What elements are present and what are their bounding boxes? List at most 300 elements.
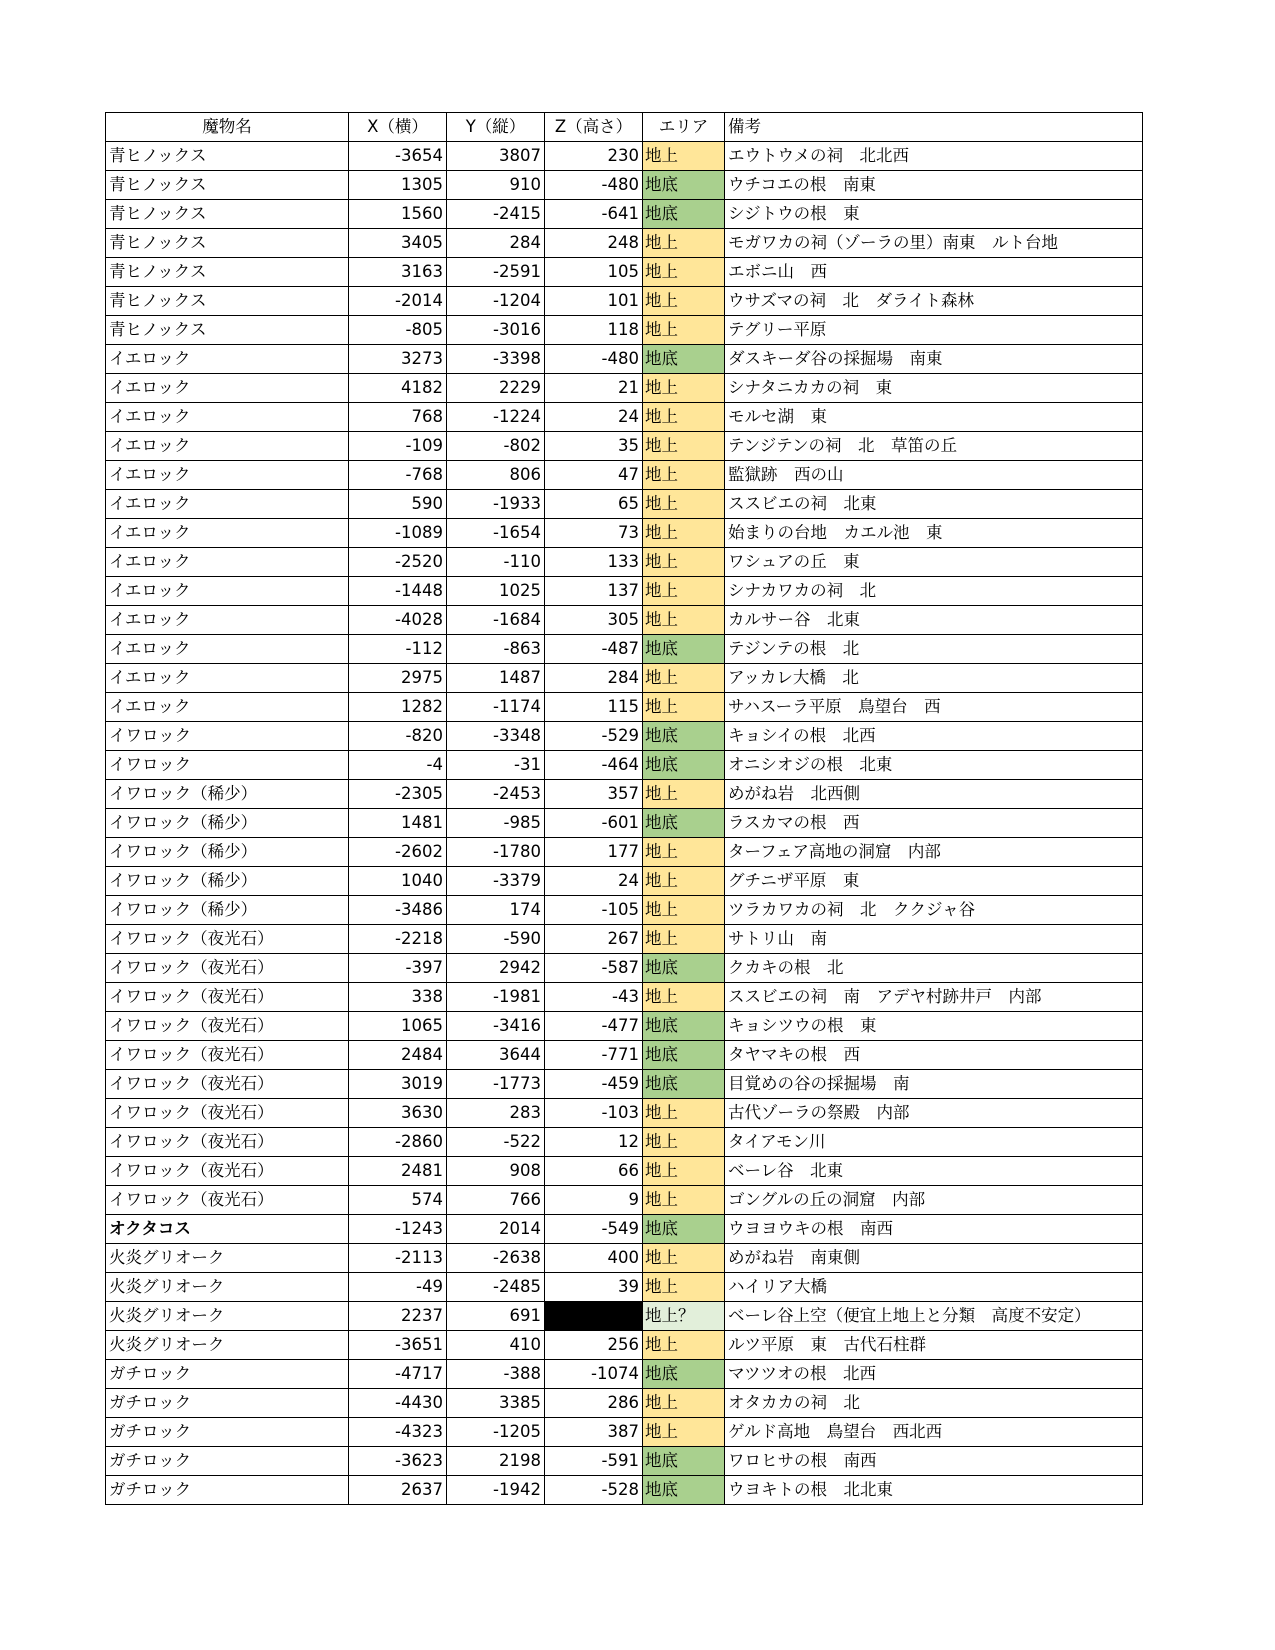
y-coordinate-cell: -1773 (447, 1070, 545, 1099)
note-cell: 目覚めの谷の採掘場 南 (725, 1070, 1143, 1099)
y-coordinate-cell: 410 (447, 1331, 545, 1360)
table-row (106, 1099, 1143, 1128)
x-coordinate-cell: -820 (349, 722, 447, 751)
area-cell: 地上 (643, 664, 725, 693)
z-coordinate-cell: 248 (545, 229, 643, 258)
area-cell: 地上 (643, 461, 725, 490)
y-coordinate-cell: 766 (447, 1186, 545, 1215)
monster-name-cell: イエロック (106, 548, 349, 577)
area-cell: 地上 (643, 432, 725, 461)
monster-name-cell: ガチロック (106, 1447, 349, 1476)
area-cell: 地上 (643, 1244, 725, 1273)
table-row (106, 896, 1143, 925)
note-cell: ワロヒサの根 南西 (725, 1447, 1143, 1476)
z-coordinate-cell: 65 (545, 490, 643, 519)
note-cell: ススビエの祠 北東 (725, 490, 1143, 519)
z-coordinate-cell: -480 (545, 345, 643, 374)
monster-name-cell: イエロック (106, 577, 349, 606)
y-coordinate-cell: -2591 (447, 258, 545, 287)
monster-name-cell: イワロック（夜光石） (106, 983, 349, 1012)
table-row (106, 1302, 1143, 1331)
x-coordinate-cell: 2481 (349, 1157, 447, 1186)
table-row (106, 954, 1143, 983)
monster-name-cell: ガチロック (106, 1418, 349, 1447)
area-cell: 地上 (643, 316, 725, 345)
y-coordinate-cell: 1487 (447, 664, 545, 693)
table-row (106, 1012, 1143, 1041)
area-cell: 地上 (643, 1186, 725, 1215)
y-coordinate-cell: -1204 (447, 287, 545, 316)
table-row (106, 1157, 1143, 1186)
monster-name-cell: イエロック (106, 635, 349, 664)
x-coordinate-cell: 3163 (349, 258, 447, 287)
z-coordinate-cell: -549 (545, 1215, 643, 1244)
table-row (106, 983, 1143, 1012)
y-coordinate-cell: 691 (447, 1302, 545, 1331)
y-coordinate-cell: -3016 (447, 316, 545, 345)
table-row (106, 171, 1143, 200)
note-cell: 古代ゾーラの祭殿 内部 (725, 1099, 1143, 1128)
y-coordinate-cell: -2638 (447, 1244, 545, 1273)
area-cell: 地上 (643, 1157, 725, 1186)
y-coordinate-cell: -2453 (447, 780, 545, 809)
note-cell: テジンテの根 北 (725, 635, 1143, 664)
monster-name-cell: 火炎グリオーク (106, 1302, 349, 1331)
monster-name-cell: イワロック（夜光石） (106, 1128, 349, 1157)
monster-name-cell: 火炎グリオーク (106, 1273, 349, 1302)
table-row (106, 1041, 1143, 1070)
z-coordinate-cell: 105 (545, 258, 643, 287)
area-cell: 地上 (643, 1273, 725, 1302)
y-coordinate-cell: -3416 (447, 1012, 545, 1041)
z-coordinate-cell: 284 (545, 664, 643, 693)
x-coordinate-cell: 4182 (349, 374, 447, 403)
table-row (106, 635, 1143, 664)
x-coordinate-cell: -1089 (349, 519, 447, 548)
x-coordinate-cell: -2602 (349, 838, 447, 867)
monster-name-cell: イエロック (106, 403, 349, 432)
note-cell: ウヨキトの根 北北東 (725, 1476, 1143, 1505)
header-note: 備考 (725, 113, 1143, 142)
header-y: Y（縦） (447, 113, 545, 142)
y-coordinate-cell: 2942 (447, 954, 545, 983)
monster-name-cell: ガチロック (106, 1476, 349, 1505)
note-cell: ツラカワカの祠 北 ククジャ谷 (725, 896, 1143, 925)
z-coordinate-cell: 47 (545, 461, 643, 490)
area-cell: 地上 (643, 548, 725, 577)
y-coordinate-cell: -110 (447, 548, 545, 577)
note-cell: ベーレ谷上空（便宜上地上と分類 高度不安定） (725, 1302, 1143, 1331)
monster-name-cell: 青ヒノックス (106, 142, 349, 171)
table-row (106, 519, 1143, 548)
x-coordinate-cell: 768 (349, 403, 447, 432)
table-row (106, 316, 1143, 345)
monster-name-cell: イエロック (106, 490, 349, 519)
table-row (106, 606, 1143, 635)
z-coordinate-cell: 305 (545, 606, 643, 635)
y-coordinate-cell: -985 (447, 809, 545, 838)
table-row (106, 1418, 1143, 1447)
area-cell: 地底 (643, 1012, 725, 1041)
table-row (106, 751, 1143, 780)
monster-name-cell: イワロック（夜光石） (106, 1041, 349, 1070)
y-coordinate-cell: 2198 (447, 1447, 545, 1476)
area-cell: 地底 (643, 1447, 725, 1476)
monster-name-cell: イワロック（夜光石） (106, 1099, 349, 1128)
monster-name-cell: 青ヒノックス (106, 287, 349, 316)
x-coordinate-cell: 1040 (349, 867, 447, 896)
note-cell: モガワカの祠（ゾーラの里）南東 ルト台地 (725, 229, 1143, 258)
x-coordinate-cell: 2237 (349, 1302, 447, 1331)
z-coordinate-cell: 256 (545, 1331, 643, 1360)
z-coordinate-cell: 21 (545, 374, 643, 403)
note-cell: モルセ湖 東 (725, 403, 1143, 432)
area-cell: 地上 (643, 287, 725, 316)
table-row (106, 1128, 1143, 1157)
y-coordinate-cell: -2415 (447, 200, 545, 229)
monster-name-cell: イエロック (106, 606, 349, 635)
note-cell: 始まりの台地 カエル池 東 (725, 519, 1143, 548)
note-cell: シナタニカカの祠 東 (725, 374, 1143, 403)
x-coordinate-cell: 1305 (349, 171, 447, 200)
y-coordinate-cell: 284 (447, 229, 545, 258)
y-coordinate-cell: -802 (447, 432, 545, 461)
table-row (106, 693, 1143, 722)
note-cell: ゲルド高地 鳥望台 西北西 (725, 1418, 1143, 1447)
z-coordinate-cell: 267 (545, 925, 643, 954)
monster-name-cell: イエロック (106, 519, 349, 548)
table-row (106, 432, 1143, 461)
x-coordinate-cell: -4717 (349, 1360, 447, 1389)
area-cell: 地上 (643, 693, 725, 722)
header-z: Z（高さ） (545, 113, 643, 142)
monster-name-cell: イエロック (106, 432, 349, 461)
table-row (106, 1360, 1143, 1389)
x-coordinate-cell: 1282 (349, 693, 447, 722)
monster-name-cell: 青ヒノックス (106, 229, 349, 258)
x-coordinate-cell: 1065 (349, 1012, 447, 1041)
y-coordinate-cell: -2485 (447, 1273, 545, 1302)
z-coordinate-cell: -641 (545, 200, 643, 229)
table-row (106, 1331, 1143, 1360)
x-coordinate-cell: 2637 (349, 1476, 447, 1505)
note-cell: マツツオの根 北西 (725, 1360, 1143, 1389)
z-coordinate-cell: 133 (545, 548, 643, 577)
y-coordinate-cell: -3348 (447, 722, 545, 751)
x-coordinate-cell: -2860 (349, 1128, 447, 1157)
x-coordinate-cell: -3486 (349, 896, 447, 925)
z-coordinate-cell: 230 (545, 142, 643, 171)
note-cell: ラスカマの根 西 (725, 809, 1143, 838)
y-coordinate-cell: -3398 (447, 345, 545, 374)
monster-name-cell: 火炎グリオーク (106, 1244, 349, 1273)
area-cell: 地上 (643, 1418, 725, 1447)
x-coordinate-cell: -2218 (349, 925, 447, 954)
area-cell: 地底 (643, 1476, 725, 1505)
z-coordinate-cell: 35 (545, 432, 643, 461)
note-cell: ウサズマの祠 北 ダライト森林 (725, 287, 1143, 316)
monster-name-cell: ガチロック (106, 1389, 349, 1418)
monster-name-cell: 青ヒノックス (106, 258, 349, 287)
table-row (106, 780, 1143, 809)
y-coordinate-cell: -1224 (447, 403, 545, 432)
y-coordinate-cell: 283 (447, 1099, 545, 1128)
monster-name-cell: ガチロック (106, 1360, 349, 1389)
x-coordinate-cell: -2014 (349, 287, 447, 316)
area-cell: 地上 (643, 925, 725, 954)
note-cell: ウチコエの根 南東 (725, 171, 1143, 200)
x-coordinate-cell: 3019 (349, 1070, 447, 1099)
y-coordinate-cell: 3807 (447, 142, 545, 171)
table-row (106, 1244, 1143, 1273)
z-coordinate-cell: -480 (545, 171, 643, 200)
z-coordinate-cell: 9 (545, 1186, 643, 1215)
area-cell: 地上 (643, 838, 725, 867)
x-coordinate-cell: -2305 (349, 780, 447, 809)
table-row (106, 142, 1143, 171)
table-row (106, 1186, 1143, 1215)
note-cell: ススビエの祠 南 アデヤ村跡井戸 内部 (725, 983, 1143, 1012)
monster-name-cell: イワロック（夜光石） (106, 1070, 349, 1099)
z-coordinate-cell: -601 (545, 809, 643, 838)
area-cell: 地上 (643, 490, 725, 519)
table-row (106, 809, 1143, 838)
y-coordinate-cell: -1780 (447, 838, 545, 867)
x-coordinate-cell: -2520 (349, 548, 447, 577)
y-coordinate-cell: -522 (447, 1128, 545, 1157)
note-cell: シナカワカの祠 北 (725, 577, 1143, 606)
note-cell: エボニ山 西 (725, 258, 1143, 287)
note-cell: サハスーラ平原 鳥望台 西 (725, 693, 1143, 722)
area-cell: 地底 (643, 345, 725, 374)
header-area: エリア (643, 113, 725, 142)
x-coordinate-cell: 590 (349, 490, 447, 519)
note-cell: ターフェア高地の洞窟 内部 (725, 838, 1143, 867)
monster-name-cell: イワロック (106, 722, 349, 751)
note-cell: カルサー谷 北東 (725, 606, 1143, 635)
monster-name-cell: オクタコス (106, 1215, 349, 1244)
y-coordinate-cell: 2014 (447, 1215, 545, 1244)
z-coordinate-cell: 66 (545, 1157, 643, 1186)
table-row (106, 722, 1143, 751)
note-cell: めがね岩 南東側 (725, 1244, 1143, 1273)
area-cell: 地上 (643, 867, 725, 896)
monster-name-cell: イワロック（稀少） (106, 867, 349, 896)
z-coordinate-cell: -528 (545, 1476, 643, 1505)
y-coordinate-cell: -1205 (447, 1418, 545, 1447)
y-coordinate-cell: -1933 (447, 490, 545, 519)
note-cell: サトリ山 南 (725, 925, 1143, 954)
table-row (106, 374, 1143, 403)
x-coordinate-cell: -2113 (349, 1244, 447, 1273)
y-coordinate-cell: -1981 (447, 983, 545, 1012)
z-coordinate-cell: 39 (545, 1273, 643, 1302)
monster-name-cell: イエロック (106, 374, 349, 403)
monster-name-cell: イワロック（夜光石） (106, 954, 349, 983)
z-coordinate-cell: 101 (545, 287, 643, 316)
area-cell: 地底 (643, 635, 725, 664)
note-cell: ダスキーダ谷の採掘場 南東 (725, 345, 1143, 374)
z-coordinate-cell: 177 (545, 838, 643, 867)
x-coordinate-cell: -3654 (349, 142, 447, 171)
area-cell: 地上 (643, 403, 725, 432)
y-coordinate-cell: -863 (447, 635, 545, 664)
y-coordinate-cell: -31 (447, 751, 545, 780)
x-coordinate-cell: -397 (349, 954, 447, 983)
monster-name-cell: イワロック (106, 751, 349, 780)
x-coordinate-cell: 1481 (349, 809, 447, 838)
note-cell: エウトウメの祠 北北西 (725, 142, 1143, 171)
header-x: X（横） (349, 113, 447, 142)
area-cell: 地底 (643, 722, 725, 751)
note-cell: ゴングルの丘の洞窟 内部 (725, 1186, 1143, 1215)
monster-name-cell: イワロック（稀少） (106, 896, 349, 925)
area-cell: 地底 (643, 751, 725, 780)
y-coordinate-cell: 910 (447, 171, 545, 200)
note-cell: キョシツウの根 東 (725, 1012, 1143, 1041)
x-coordinate-cell: -4430 (349, 1389, 447, 1418)
note-cell: タヤマキの根 西 (725, 1041, 1143, 1070)
monster-name-cell: イワロック（稀少） (106, 838, 349, 867)
z-coordinate-cell: 118 (545, 316, 643, 345)
area-cell: 地底 (643, 1360, 725, 1389)
monster-name-cell: イワロック（夜光石） (106, 925, 349, 954)
table-row (106, 548, 1143, 577)
note-cell: ウヨヨウキの根 南西 (725, 1215, 1143, 1244)
monster-name-cell: イエロック (106, 461, 349, 490)
table-row (106, 1215, 1143, 1244)
y-coordinate-cell: 174 (447, 896, 545, 925)
x-coordinate-cell: -109 (349, 432, 447, 461)
y-coordinate-cell: 3644 (447, 1041, 545, 1070)
area-cell: 地底 (643, 1041, 725, 1070)
y-coordinate-cell: 908 (447, 1157, 545, 1186)
area-cell: 地上 (643, 1099, 725, 1128)
table-row (106, 461, 1143, 490)
area-cell: 地上 (643, 374, 725, 403)
z-coordinate-cell: 137 (545, 577, 643, 606)
table-row (106, 345, 1143, 374)
note-cell: グチニザ平原 東 (725, 867, 1143, 896)
monster-name-cell: イエロック (106, 664, 349, 693)
z-coordinate-cell: 73 (545, 519, 643, 548)
monster-name-cell: イワロック（夜光石） (106, 1186, 349, 1215)
monster-name-cell: 青ヒノックス (106, 200, 349, 229)
z-coordinate-cell: 12 (545, 1128, 643, 1157)
y-coordinate-cell: -1684 (447, 606, 545, 635)
z-coordinate-cell: 387 (545, 1418, 643, 1447)
x-coordinate-cell: -4 (349, 751, 447, 780)
monster-name-cell: イワロック（稀少） (106, 780, 349, 809)
z-coordinate-cell: -464 (545, 751, 643, 780)
y-coordinate-cell: -1942 (447, 1476, 545, 1505)
monster-name-cell: 火炎グリオーク (106, 1331, 349, 1360)
table-row (106, 200, 1143, 229)
y-coordinate-cell: -3379 (447, 867, 545, 896)
monster-name-cell: イエロック (106, 345, 349, 374)
table-row (106, 1389, 1143, 1418)
x-coordinate-cell: -3623 (349, 1447, 447, 1476)
table-row (106, 577, 1143, 606)
z-coordinate-cell: -591 (545, 1447, 643, 1476)
x-coordinate-cell: 3405 (349, 229, 447, 258)
x-coordinate-cell: 3630 (349, 1099, 447, 1128)
y-coordinate-cell: 3385 (447, 1389, 545, 1418)
x-coordinate-cell: 338 (349, 983, 447, 1012)
note-cell: 監獄跡 西の山 (725, 461, 1143, 490)
table-row (106, 664, 1143, 693)
note-cell: キョシイの根 北西 (725, 722, 1143, 751)
area-cell: 地上 (643, 229, 725, 258)
z-coordinate-cell: -587 (545, 954, 643, 983)
x-coordinate-cell: -1448 (349, 577, 447, 606)
y-coordinate-cell: 2229 (447, 374, 545, 403)
area-cell: 地上 (643, 1389, 725, 1418)
area-cell: 地底 (643, 200, 725, 229)
x-coordinate-cell: -112 (349, 635, 447, 664)
note-cell: オニシオジの根 北東 (725, 751, 1143, 780)
monster-name-cell: イワロック（夜光石） (106, 1157, 349, 1186)
monster-coordinates-table (105, 112, 1143, 1505)
z-coordinate-cell (545, 1302, 643, 1331)
note-cell: テンジテンの祠 北 草笛の丘 (725, 432, 1143, 461)
header-row (106, 113, 1143, 142)
table-row (106, 1447, 1143, 1476)
area-cell: 地上？ (643, 1302, 725, 1331)
area-cell: 地上 (643, 896, 725, 925)
z-coordinate-cell: -459 (545, 1070, 643, 1099)
z-coordinate-cell: 24 (545, 867, 643, 896)
z-coordinate-cell: -43 (545, 983, 643, 1012)
z-coordinate-cell: 115 (545, 693, 643, 722)
table-row (106, 490, 1143, 519)
area-cell: 地上 (643, 519, 725, 548)
y-coordinate-cell: -590 (447, 925, 545, 954)
note-cell: シジトウの根 東 (725, 200, 1143, 229)
z-coordinate-cell: -105 (545, 896, 643, 925)
z-coordinate-cell: -771 (545, 1041, 643, 1070)
table-row (106, 229, 1143, 258)
monster-name-cell: イワロック（稀少） (106, 809, 349, 838)
y-coordinate-cell: -1174 (447, 693, 545, 722)
note-cell: クカキの根 北 (725, 954, 1143, 983)
y-coordinate-cell: 1025 (447, 577, 545, 606)
x-coordinate-cell: 2484 (349, 1041, 447, 1070)
x-coordinate-cell: 1560 (349, 200, 447, 229)
z-coordinate-cell: -477 (545, 1012, 643, 1041)
note-cell: タイアモン川 (725, 1128, 1143, 1157)
note-cell: テグリー平原 (725, 316, 1143, 345)
area-cell: 地上 (643, 258, 725, 287)
z-coordinate-cell: 400 (545, 1244, 643, 1273)
z-coordinate-cell: -103 (545, 1099, 643, 1128)
note-cell: オタカカの祠 北 (725, 1389, 1143, 1418)
area-cell: 地上 (643, 1331, 725, 1360)
monster-name-cell: 青ヒノックス (106, 171, 349, 200)
area-cell: 地底 (643, 171, 725, 200)
x-coordinate-cell: 3273 (349, 345, 447, 374)
note-cell: アッカレ大橋 北 (725, 664, 1143, 693)
table-row (106, 838, 1143, 867)
x-coordinate-cell: -1243 (349, 1215, 447, 1244)
x-coordinate-cell: 574 (349, 1186, 447, 1215)
area-cell: 地上 (643, 1128, 725, 1157)
x-coordinate-cell: 2975 (349, 664, 447, 693)
table-row (106, 1070, 1143, 1099)
area-cell: 地上 (643, 142, 725, 171)
y-coordinate-cell: 806 (447, 461, 545, 490)
z-coordinate-cell: -529 (545, 722, 643, 751)
